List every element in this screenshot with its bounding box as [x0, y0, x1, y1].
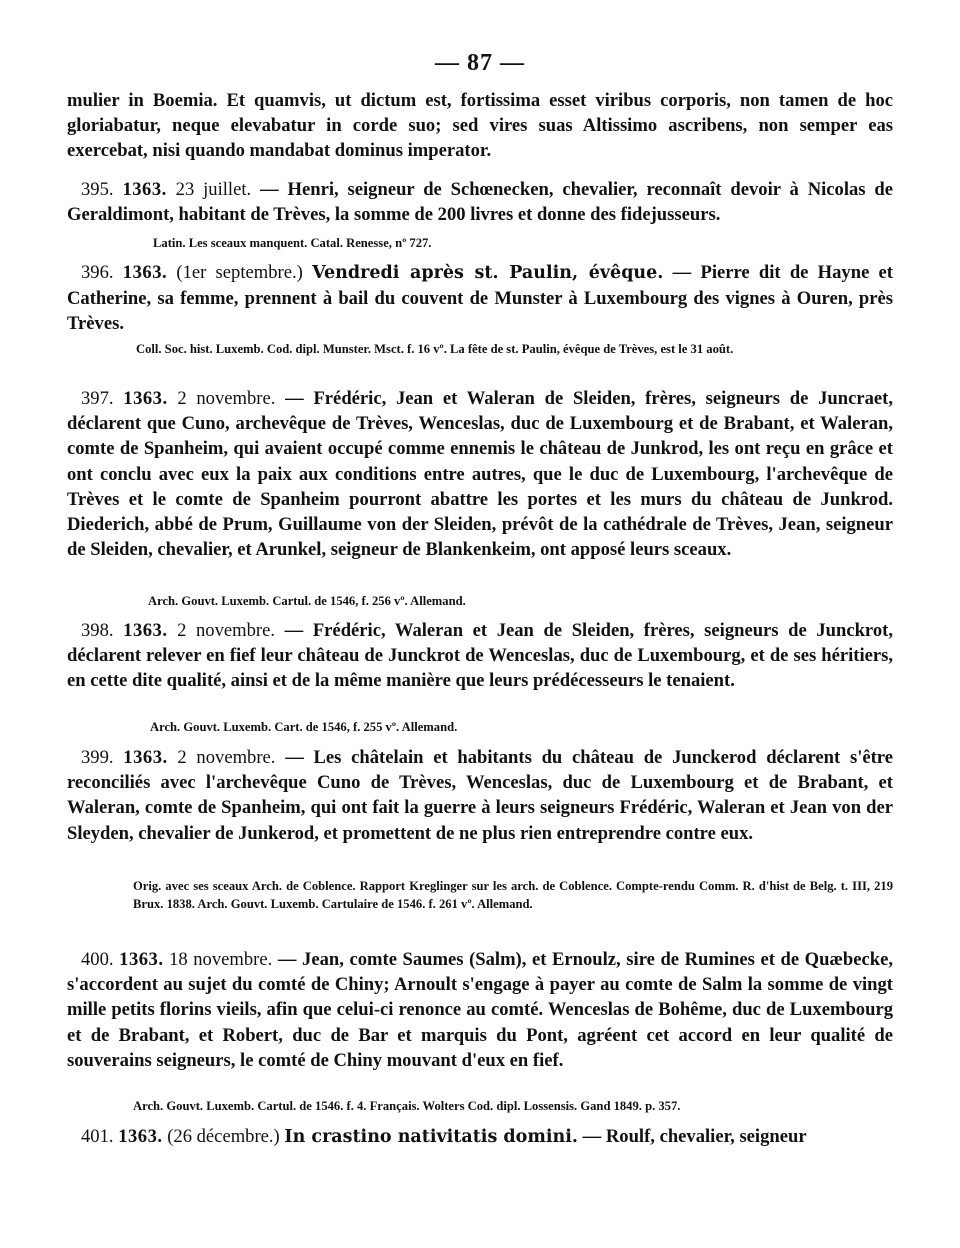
page-number: — 87 — — [435, 50, 525, 76]
entry-year: 1363. — [119, 949, 164, 970]
entry-year: 1363. — [123, 388, 168, 409]
entry-397 — [67, 386, 893, 562]
entry-title: In crastino nativitatis domini. — [284, 1127, 578, 1147]
entry-number: 401. — [81, 1126, 114, 1147]
entry-number: 396. — [81, 262, 114, 283]
entry-year: 1363. — [123, 620, 168, 641]
entry-399 — [67, 745, 893, 846]
entry-year: 1363. — [123, 747, 168, 768]
entry-text: — Les châtelain et habitants du château de Junckerod déclarent s'être reconciliés avec l'archevêque Cuno de Trèves, Wenceslas, duc de Luxembourg et de Brabant, et Waleran, comte de Spanheim, qui ont fait la guerre à leurs seigneurs Frédéric, Waleran et Jean von der Sleyden, chevalier de Junkerod, et promettent de ne plus rien entreprendre contre eux. — [67, 747, 893, 844]
entry-400 — [67, 947, 893, 1073]
entry-note: Orig. avec ses sceaux Arch. de Coblence. Rapport Kreglinger sur les arch. de Coblence. Compte-rendu Comm. R. d'hist de Belg. t. III, 219 Brux. 1838. Arch. Gouvt. Luxemb. Cartulaire de 1546. f. 261 vº. Allemand. — [133, 879, 893, 911]
entry-text: — Frédéric, Waleran et Jean de Sleiden, frères, seigneurs de Junckrot, déclarent relever en fief leur château de Junckrot de Wenceslas, duc de Luxembourg, et de ses héritiers, en cette dite qualité, ainsi et de la même manière que leurs prédécesseurs le tenaient. — [67, 620, 893, 692]
entry-title: Vendredi après st. Paulin, évêque. — [312, 263, 664, 283]
entry-note: Arch. Gouvt. Luxemb. Cart. de 1546, f. 255 vº. Allemand. — [150, 720, 458, 734]
entry-398 — [67, 618, 893, 694]
entry-date: (1er septembre.) — [176, 262, 303, 283]
entry-number: 395. — [81, 179, 114, 200]
entry-date: 2 novembre. — [177, 388, 276, 409]
entry-number: 398. — [81, 620, 114, 641]
entry-date: (26 décembre.) — [167, 1126, 280, 1147]
entry-text: — Henri, seigneur de Schœnecken, chevalier, reconnaît devoir à Nicolas de Geraldimont, habitant de Trèves, la somme de 200 livres et donne des fidejusseurs. — [67, 179, 894, 226]
entry-395 — [67, 177, 893, 227]
entry-date: 2 novembre. — [177, 747, 276, 768]
continuation-paragraph: mulier in Boemia. Et quamvis, ut dictum est, fortissima esset viribus corporis, non tamen de hoc gloriabatur, neque elevabatur in corde suo; sed vires suas Altissimo ascribens, non semper eas exercebat, nisi quando mandabat dominus imperator. — [67, 90, 893, 162]
entry-note: Latin. Les sceaux manquent. Catal. Renesse, nº 727. — [153, 236, 432, 250]
entry-date: 18 novembre. — [169, 949, 273, 970]
entry-text: — Roulf, chevalier, seigneur — [582, 1126, 807, 1147]
entry-396 — [67, 260, 893, 337]
entry-date: 23 juillet. — [175, 179, 252, 200]
entry-number: 397. — [81, 388, 114, 409]
entry-note: Arch. Gouvt. Luxemb. Cartul. de 1546. f. 4. Français. Wolters Cod. dipl. Lossensis. Gand 1849. p. 357. — [133, 1099, 681, 1113]
entry-text: — Jean, comte Saumes (Salm), et Ernoulz, sire de Rumines et de Quæbecke, s'accordent au sujet du comté de Chiny; Arnoult s'engage à payer au comte de Salm la somme de vingt mille petits florins vieils, afin que celui-ci renonce au comté. Wenceslas de Bohême, duc de Luxembourg et de Brabant, et Robert, duc de Bar et marquis du Pont, agréent cet accord en leur qualité de souverains seigneurs, le comté de Chiny mouvant d'eux en fief. — [67, 949, 893, 1071]
entry-note: Coll. Soc. hist. Luxemb. Cod. dipl. Munster. Msct. f. 16 vº. La fête de st. Paulin, évêque de Trèves, est le 31 août. — [136, 342, 734, 356]
entry-year: 1363. — [122, 179, 167, 200]
entry-text: — Frédéric, Jean et Waleran de Sleiden, frères, seigneurs de Juncraet, déclarent que Cuno, archevêque de Trèves, Wenceslas, duc de Luxembourg et de Brabant, et Waleran, comte de Spanheim, qui avaient occupé comme ennemis le château de Junkrod, les ont reçu en grâce et ont conclu avec eux la paix aux conditions entre autres, que le duc de Luxembourg, l'archevêque de Trèves et le comte de Spanheim pourront abattre les portes et les murs du château de Junkrod. Diederich, abbé de Prum, Guillaume von der Sleiden, prévôt de la cathédrale de Trèves, Jean, seigneur de Sleiden, chevalier, et Arunkel, seigneur de Blankenkeim, ont apposé leurs sceaux. — [67, 388, 893, 561]
entry-year: 1363. — [122, 262, 168, 283]
entry-number: 400. — [81, 949, 114, 970]
entry-note: Arch. Gouvt. Luxemb. Cartul. de 1546, f. 256 vº. Allemand. — [148, 594, 466, 608]
entry-date: 2 novembre. — [177, 620, 276, 641]
entry-401 — [67, 1124, 893, 1150]
entry-number: 399. — [81, 747, 114, 768]
entry-year: 1363. — [118, 1126, 163, 1147]
entry-text: — Pierre dit de Hayne et Catherine, sa femme, prennent à bail du couvent de Munster à Luxembourg des vignes à Ouren, près Trèves. — [67, 262, 893, 335]
